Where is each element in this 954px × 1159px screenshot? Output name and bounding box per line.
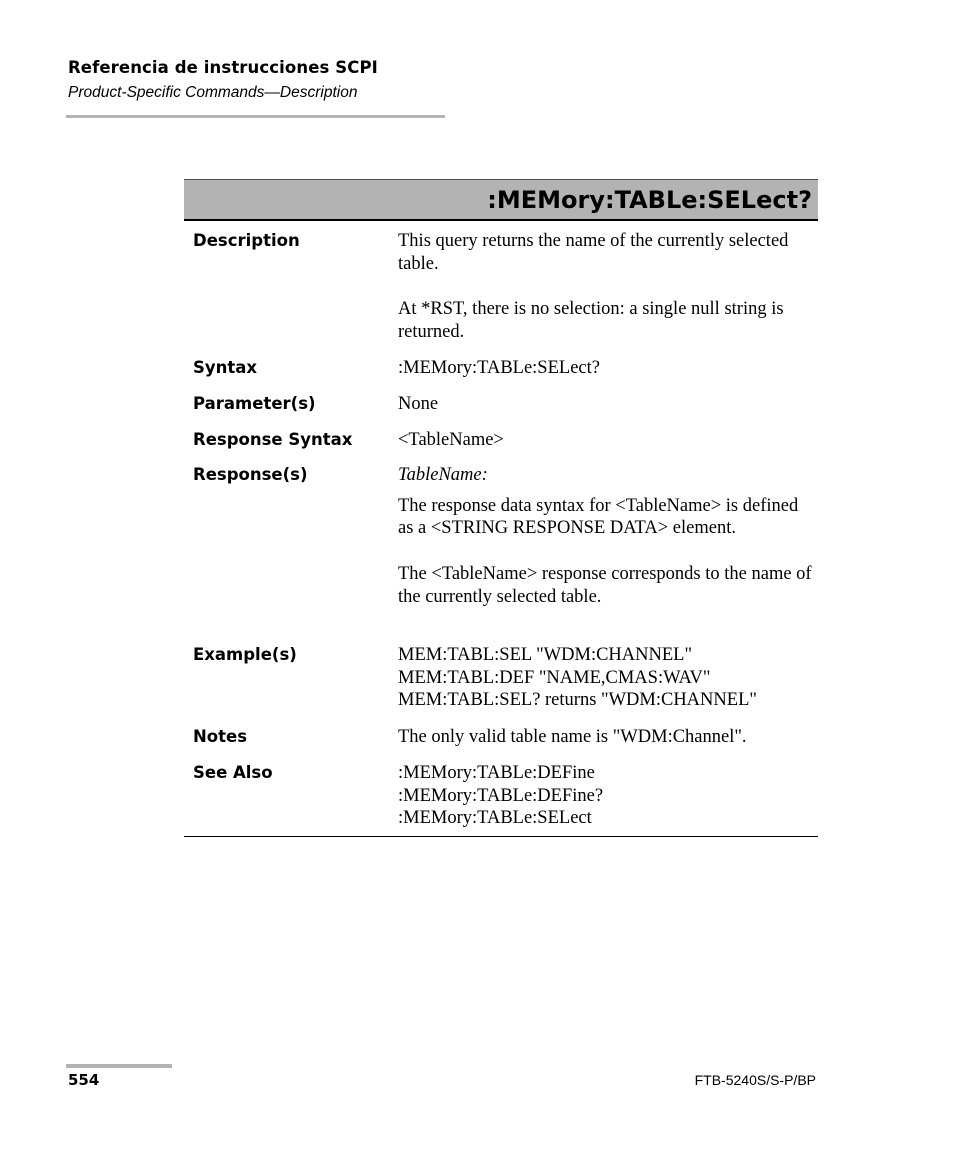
table-bottom-rule — [184, 836, 818, 837]
header-divider — [66, 115, 445, 118]
command-title: :MEMory:TABLe:SELect? — [184, 179, 818, 221]
see-also-value — [398, 762, 818, 830]
see-also-label: See Also — [193, 763, 273, 782]
notes-value: The only valid table name is "WDM:Channel". — [398, 727, 747, 747]
responses-label: Response(s) — [193, 465, 308, 484]
response-name: TableName: — [398, 465, 488, 485]
responses-text-2: The <TableName> response corresponds to the name of the currently selected table. — [398, 563, 812, 607]
description-label: Description — [193, 231, 300, 250]
see-also-link[interactable]: :MEMory:TABLe:SELect — [398, 808, 592, 829]
chapter-title: Referencia de instrucciones SCPI — [68, 58, 378, 77]
examples-label: Example(s) — [193, 645, 297, 664]
response-syntax-value: <TableName> — [398, 430, 504, 450]
page-number: 554 — [68, 1071, 100, 1089]
see-also-link[interactable]: :MEMory:TABLe:DEFine — [398, 763, 595, 783]
product-name: FTB-5240S/S-P/BP — [694, 1072, 816, 1088]
description-text-2: At *RST, there is no selection: a single null string is returned. — [398, 299, 784, 342]
syntax-value: :MEMory:TABLe:SELect? — [398, 358, 600, 378]
responses-text-1: The response data syntax for <TableName> is defined as a <STRING RESPONSE DATA> element. — [398, 495, 799, 539]
example-line: MEM:TABL:SEL "WDM:CHANNEL" — [398, 645, 693, 665]
section-subtitle: Product-Specific Commands—Description — [68, 84, 358, 101]
response-syntax-label: Response Syntax — [193, 430, 353, 449]
examples-value — [398, 644, 818, 712]
see-also-link[interactable]: :MEMory:TABLe:DEFine? — [398, 785, 604, 806]
parameters-value: None — [398, 394, 439, 414]
example-line: MEM:TABL:DEF "NAME,CMAS:WAV" — [398, 667, 711, 688]
running-header — [68, 58, 378, 102]
footer-divider — [66, 1064, 172, 1068]
notes-label: Notes — [193, 727, 248, 746]
description-text-1: This query returns the name of the currently selected table. — [398, 231, 789, 274]
parameters-label: Parameter(s) — [193, 394, 316, 413]
syntax-label: Syntax — [193, 358, 258, 377]
responses-value — [398, 464, 818, 608]
example-line: MEM:TABL:SEL? returns "WDM:CHANNEL" — [398, 690, 757, 711]
description-value — [398, 230, 818, 344]
